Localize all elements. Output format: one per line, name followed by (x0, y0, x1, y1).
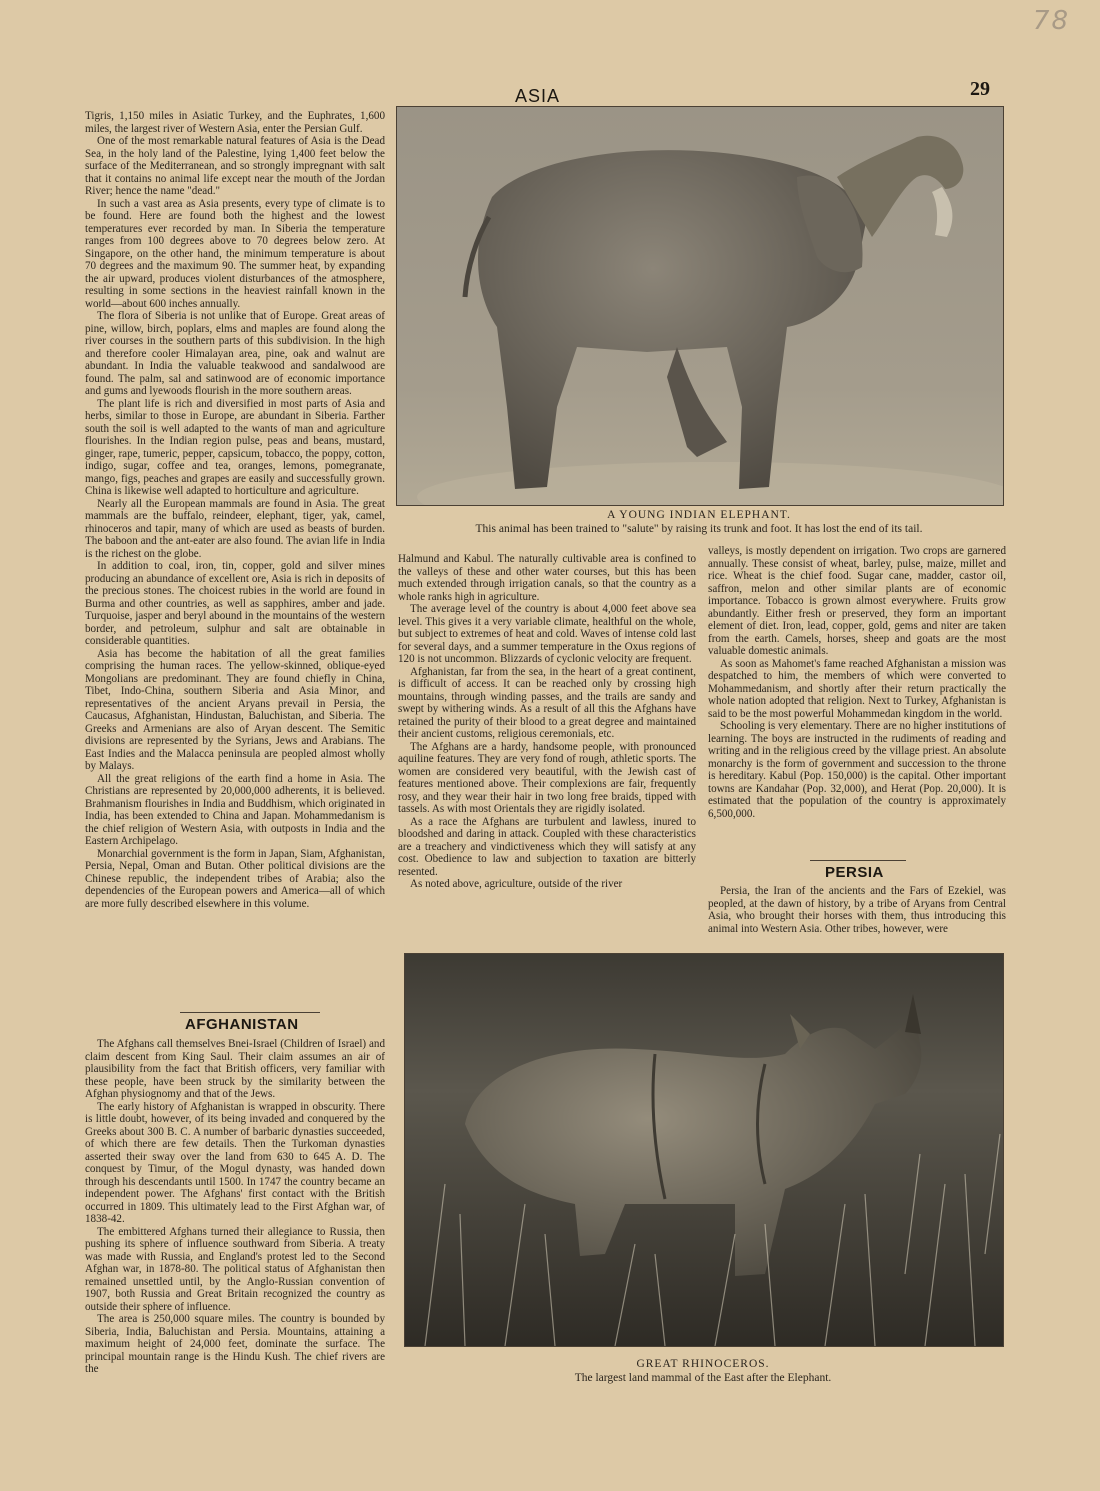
caption-title: GREAT RHINOCEROS. (636, 1358, 770, 1370)
rhinoceros-illustration (405, 954, 1003, 1346)
paragraph: Persia, the Iran of the ancients and the Fars of Ezekiel, was peopled, at the dawn of history, by a tribe of Aryans from Central Asia, who brought their horses with them, thus introducing this animal into Western Asia. Other tribes, however, were (708, 885, 1006, 935)
paragraph: Monarchial government is the form in Japan, Siam, Afghanistan, Persia, Nepal, Oman and Butan. Other political divisions are the Chinese republic, the independent tribes of Arabia; also the dependencies of the European powers and America—all of which are more fully described elsewhere in this volume. (85, 847, 385, 910)
column-right-persia (708, 885, 1006, 935)
paragraph: The flora of Siberia is not unlike that of Europe. Great areas of pine, willow, birch, poplars, elms and maples are found along the river courses in the southern parts of this subdivision. In the high and therefore cooler Himalayan area, pine, oak and walnut are abundant. In India the valuable teakwood and sandalwood are found. The palm, sal and satinwood are of economic importance and gums and lyewoods flourish in the more southern areas. (85, 310, 385, 397)
section-heading-persia: PERSIA (825, 864, 884, 881)
paragraph: As noted above, agriculture, outside of the river (410, 878, 623, 890)
paragraph: The embittered Afghans turned their allegiance to Russia, then pushing its sphere of influence southward from Siberia. A treaty was made with Russia, and England's protest led to the Second Afghan war, in 1878-80. The political status of Afghanistan then remained unsettled until, by the Anglo-Russian convention of 1907, both Russia and Great Britain recognized the country as outside their sphere of influence. (85, 1225, 385, 1313)
section-heading-afghanistan: AFGHANISTAN (185, 1016, 299, 1033)
caption-title: A YOUNG INDIAN ELEPHANT. (607, 509, 791, 521)
column-middle (398, 553, 696, 891)
paragraph: The Afghans are a hardy, handsome people, with pronounced aquiline features. They are very fond of rough, athletic sports. The women are considered very beautiful, with the Jewish cast of features mentioned above. Their complexions are fair, frequently rosy, and they wear their hair in two long free braids, tipped with tassels. As with most Orientals they are rigidly isolated. (398, 740, 696, 815)
paragraph: In such a vast area as Asia presents, every type of climate is to be found. Here are found both the highest and the lowest temperatures ever recorded by man. In Siberia the temperature ranges from 100 degrees above to 70 degrees below zero. At Singapore, on the other hand, the minimum temperature is about 70 degrees and the maximum 90. The summer heat, by expanding the air upward, produces violent disturbances of the atmosphere, resulting in some sections in the heaviest rainfall known in the world—about 600 inches annually. (85, 197, 385, 310)
column-left-bottom (85, 1038, 385, 1376)
rhinoceros-photo (404, 953, 1004, 1347)
paragraph: Tigris, 1,150 miles in Asiatic Turkey, and the Euphrates, 1,600 miles, the largest river of Western Asia, enter the Persian Gulf. (85, 110, 385, 135)
paragraph: The average level of the country is about 4,000 feet above sea level. This gives it a very variable climate, healthful on the whole, but subject to extremes of heat and cold. Waves of intense cold last for several days, and a summer temperature in the Oxus regions of 120 is not uncommon. Blizzards of cyclonic velocity are frequent. (398, 603, 696, 665)
section-rule (180, 1012, 320, 1013)
paragraph: The Afghans call themselves Bnei-Israel (Children of Israel) and claim descent from King Saul. Their claim assumes an air of plausibility from the fact that British officers, very familiar with these people, have been struck by the similarity between the Afghan physiognomy and that of the Jews. (85, 1038, 385, 1100)
running-head: ASIA (515, 86, 561, 106)
paragraph: As a race the Afghans are turbulent and lawless, inured to bloodshed and daring in attack. Coupled with these characteristics are a treachery and vindictiveness which they will satisfy at any cost. Obedience to law and subjection to taxation are bitterly resented. (398, 815, 696, 878)
elephant-photo (396, 106, 1004, 506)
paragraph: The plant life is rich and diversified in most parts of Asia and herbs, similar to those in Europe, are abundant in Siberia. Farther south the soil is well adapted to the wants of man and agriculture flourishes. In the Indian region pulse, peas and beans, mustard, ginger, rape, tumeric, pepper, capsicum, tobacco, the poppy, cotton, indigo, sugar, coffee and tea, oranges, lemons, pomegranate, mango, figs, peaches and grapes are easily and successfully grown. China is likewise well adapted to horticulture and agriculture. (85, 397, 385, 497)
elephant-caption-text: This animal has been trained to "salute" by raising its trunk and foot. It has lost the end of its tail. (475, 523, 923, 535)
paragraph: The area is 250,000 square miles. The country is bounded by Siberia, India, Baluchistan and Persia. Mountains, attaining a maximum height of 24,000 feet, dominate the surface. The principal mountain range is the Hindu Kush. The chief rivers are the (85, 1313, 385, 1375)
column-right (708, 545, 1006, 820)
column-left-top (85, 110, 385, 910)
paragraph: Asia has become the habitation of all the great families comprising the human races. The yellow-skinned, oblique-eyed Mongolians are predominant. They are found chiefly in China, Tibet, Indo-China, southern Siberia and Asia Minor, and representatives of the ancient Aryans prevail in Persia, the Caucasus, Afghanistan, Hindustan, Baluchistan, and Siberia. The Greeks and Armenians are also of Aryan descent. The Semitic divisions are represented by the Syrians, Jews and Arabians. The East Indies and the Malacca peninsula are peopled almost wholly by Malays. (85, 647, 385, 772)
pencil-page-mark: 78 (1032, 6, 1070, 36)
paragraph: In addition to coal, iron, tin, copper, gold and silver mines producing an abundance of excellent ore, Asia is rich in deposits of the precious stones. The choicest rubies in the world are found in Burma and other countries, as well as sapphires, amber and jade. Turquoise, jasper and beryl abound in the mountains of the western border, and petroleum, sulphur and salt are obtainable in considerable quantities. (85, 560, 385, 647)
paragraph: Nearly all the European mammals are found in Asia. The great mammals are the buffalo, reindeer, elephant, tiger, yak, camel, rhinoceros and tapir, many of which are used as beasts of burden. The baboon and the ant-eater are also found. The avian life in India is the richest on the globe. (85, 497, 385, 560)
elephant-caption-title (396, 509, 1002, 521)
paragraph: valleys, is mostly dependent on irrigation. Two crops are garnered annually. These consist of wheat, barley, pulse, maize, millet and rice. Wheat is the chief food. Sugar cane, madder, castor oil, saffron, melon and other similar plants are of economic importance. Tobacco is grown almost everywhere. Fruits grow abundantly. Either fresh or preserved, they form an important element of diet. Iron, lead, copper, gold, gems and niter are taken from the earth. Camels, horses, sheep and goats are the most valuable domestic animals. (708, 545, 1006, 657)
elephant-illustration (397, 107, 1003, 505)
rhinoceros-caption-text: The largest land mammal of the East after the Elephant. (574, 1372, 832, 1384)
page-number: 29 (970, 78, 990, 100)
paragraph: All the great religions of the earth find a home in Asia. The Christians are represented by 20,000,000 adherents, it is believed. Brahmanism flourishes in India and Buddhism, which originated in India, has been extended to China and Japan. Mohammedanism is the chief religion of Western Asia, with outposts in India and the Eastern Archipelago. (85, 772, 385, 847)
rhinoceros-caption-title (404, 1358, 1002, 1370)
paragraph: Schooling is very elementary. There are no higher institutions of learning. The boys are instructed in the rudiments of reading and writing and in the religious creed by the village priest. An absolute monarchy is the form of government and succession to the throne is hereditary. Kabul (Pop. 150,000) is the capital. Other important towns are Kandahar (Pop. 32,000), and Herat (Pop. 20,000). It is estimated that the population of the country is approximately 6,500,000. (708, 720, 1006, 820)
paragraph: As soon as Mahomet's fame reached Afghanistan a mission was despatched to him, the members of which were converted to Mohammedanism, and shortly after their return practically the whole nation adopted that religion. Next to Turkey, Afghanistan is said to be the most powerful Mohammedan kingdom in the world. (708, 657, 1006, 720)
paragraph: Halmund and Kabul. The naturally cultivable area is confined to the valleys of these and other water courses, but this has been much extended through irrigation canals, so that the country as a whole ranks high in agriculture. (398, 553, 696, 603)
paragraph: Afghanistan, far from the sea, in the heart of a great continent, is difficult of access. It can be reached only by crossing high mountains, through winding passes, and the trails are sandy and swept by withering winds. As a result of all this the Afghans have retained the purity of their blood to a great degree and maintained their ancient customs, religious ceremonials, etc. (398, 665, 696, 740)
paragraph: The early history of Afghanistan is wrapped in obscurity. There is little doubt, however, of its being invaded and conquered by the Greeks about 300 B. C. A number of barbaric dynasties succeeded, of which there are few details. Then the Turkoman dynasties asserted their sway over the land from 630 to 645 A. D. The conquest by Timur, of the Mogul dynasty, was handed down through his descendants until 1500. In 1747 the country became an independent power. The Afghans' first contact with the British occurred in 1809. This ultimately lead to the First Afghan war, of 1838-42. (85, 1100, 385, 1225)
paragraph: One of the most remarkable natural features of Asia is the Dead Sea, in the holy land of the Palestine, lying 1,400 feet below the surface of the Mediterranean, and so strongly impregnant with salt that it contains no animal life except near the mouth of the Jordan River; hence the name "dead." (85, 135, 385, 197)
section-rule (810, 860, 906, 861)
